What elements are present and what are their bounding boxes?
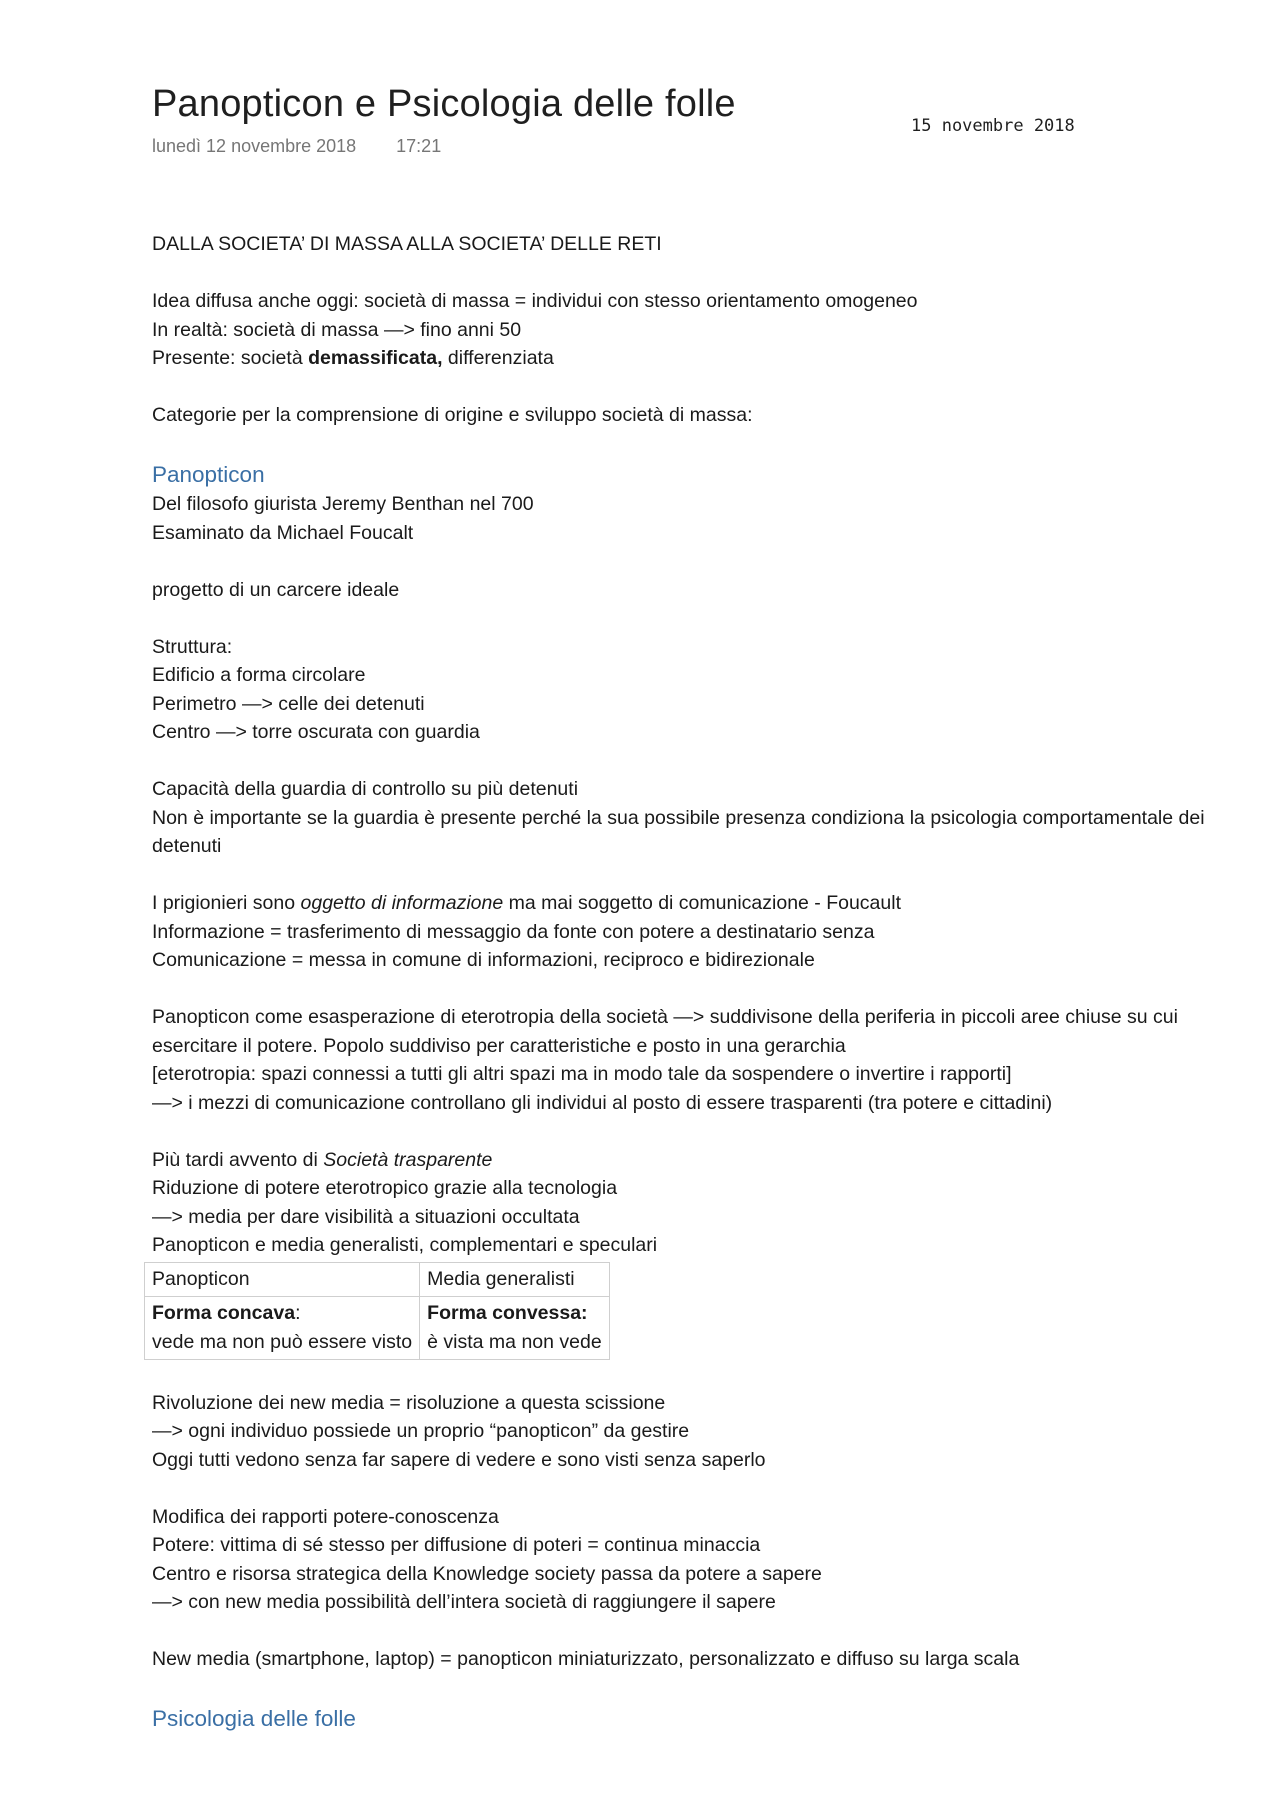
note-body xyxy=(152,230,1267,1734)
italic-text: Società trasparente xyxy=(323,1148,493,1171)
bold-text: Forma convessa: xyxy=(427,1302,588,1324)
table-row xyxy=(145,1297,610,1360)
note-time: 17:21 xyxy=(396,136,442,156)
text-run: differenziata xyxy=(442,347,554,369)
text-run: vede ma non può essere visto xyxy=(152,1330,413,1353)
paragraph-line: Comunicazione = messa in comune di informazioni, reciproco e bidirezionale xyxy=(152,949,815,971)
paragraph-line xyxy=(152,344,1267,373)
text-run: ma mai soggetto di comunicazione - Foucault xyxy=(503,892,901,914)
text-run: I prigionieri sono xyxy=(152,892,301,914)
text-run: : xyxy=(295,1302,301,1324)
paragraph-line: Perimetro —> celle dei detenuti xyxy=(152,692,425,715)
paragraph-line: progetto di un carcere ideale xyxy=(152,578,400,601)
date-stamp: 15 novembre 2018 xyxy=(911,116,1075,136)
comparison-table xyxy=(144,1262,610,1361)
text-run: è vista ma non vede xyxy=(427,1330,602,1353)
heading-psicologia-folle: Psicologia delle folle xyxy=(152,1706,356,1731)
bold-text: Forma concava xyxy=(152,1302,296,1324)
table-cell: Media generalisti xyxy=(420,1262,610,1297)
paragraph-line: Esaminato da Michael Foucalt xyxy=(152,521,414,544)
table-cell xyxy=(145,1297,420,1360)
note-meta xyxy=(152,134,1262,158)
section-title: DALLA SOCIETA’ DI MASSA ALLA SOCIETA’ DELLE RETI xyxy=(152,233,662,255)
paragraph-line: —> media per dare visibilità a situazioni occultata xyxy=(152,1205,580,1228)
page-title: Panopticon e Psicologia delle folle xyxy=(152,83,736,125)
bold-text: demassificata, xyxy=(308,347,443,369)
text-run: Presente: società xyxy=(152,347,309,369)
text-run: Più tardi avvento di xyxy=(152,1148,324,1171)
paragraph-line: —> ogni individuo possiede un proprio “panopticon” da gestire xyxy=(152,1420,690,1442)
paragraph-line: Idea diffusa anche oggi: società di massa = individui con stesso orientamento omogeneo xyxy=(152,290,918,312)
heading-panopticon: Panopticon xyxy=(152,462,265,487)
paragraph-line: Potere: vittima di sé stesso per diffusione di poteri = continua minaccia xyxy=(152,1534,761,1556)
paragraph-line: Panopticon e media generalisti, complementari e speculari xyxy=(152,1234,658,1256)
table-cell: Panopticon xyxy=(145,1262,420,1297)
paragraph-line: —> con new media possibilità dell’intera società di raggiungere il sapere xyxy=(152,1591,776,1613)
paragraph-line: New media (smartphone, laptop) = panopticon miniaturizzato, personalizzato e diffuso su larga scala xyxy=(152,1648,1020,1670)
paragraph-line: Struttura: xyxy=(152,635,233,658)
paragraph-line: Categorie per la comprensione di origine e sviluppo società di massa: xyxy=(152,404,753,426)
paragraph-line: Panopticon come esasperazione di eterotropia della società —> suddivisone della periferia in piccoli aree chiuse su cui esercitare il potere. Popolo suddiviso per caratteristiche e posto in una gerarchia xyxy=(152,1006,1178,1057)
note-date: lunedì 12 novembre 2018 xyxy=(152,136,357,156)
paragraph-line: [eterotropia: spazi connessi a tutti gli altri spazi ma in modo tale da sospendere o invertire i rapporti] xyxy=(152,1063,1012,1085)
paragraph-line: Capacità della guardia di controllo su più detenuti xyxy=(152,778,579,800)
paragraph-line xyxy=(152,889,1267,918)
paragraph-line xyxy=(152,1146,1267,1175)
table-cell xyxy=(420,1297,610,1360)
paragraph-line: Riduzione di potere eterotropico grazie alla tecnologia xyxy=(152,1177,618,1199)
paragraph-line: In realtà: società di massa —> fino anni 50 xyxy=(152,318,522,341)
paragraph-line: Informazione = trasferimento di messaggio da fonte con potere a destinatario senza xyxy=(152,920,875,943)
paragraph-line: Centro e risorsa strategica della Knowledge society passa da potere a sapere xyxy=(152,1562,822,1585)
paragraph-line: Rivoluzione dei new media = risoluzione a questa scissione xyxy=(152,1391,666,1414)
paragraph-line: Del filosofo giurista Jeremy Benthan nel 700 xyxy=(152,493,534,515)
table-row xyxy=(145,1262,610,1297)
note-header xyxy=(152,78,1262,158)
paragraph-line: Centro —> torre oscurata con guardia xyxy=(152,721,480,743)
paragraph-line: Modifica dei rapporti potere-conoscenza xyxy=(152,1505,499,1528)
paragraph-line: Oggi tutti vedono senza far sapere di vedere e sono visti senza saperlo xyxy=(152,1448,766,1471)
paragraph-line: Non è importante se la guardia è presente perché la sua possibile presenza condiziona la psicologia comportamentale dei detenuti xyxy=(152,806,1205,857)
paragraph-line: Edificio a forma circolare xyxy=(152,664,366,686)
paragraph-line: —> i mezzi di comunicazione controllano gli individui al posto di essere trasparenti (tra potere e cittadini) xyxy=(152,1091,1053,1114)
italic-text: oggetto di informazione xyxy=(300,892,504,914)
